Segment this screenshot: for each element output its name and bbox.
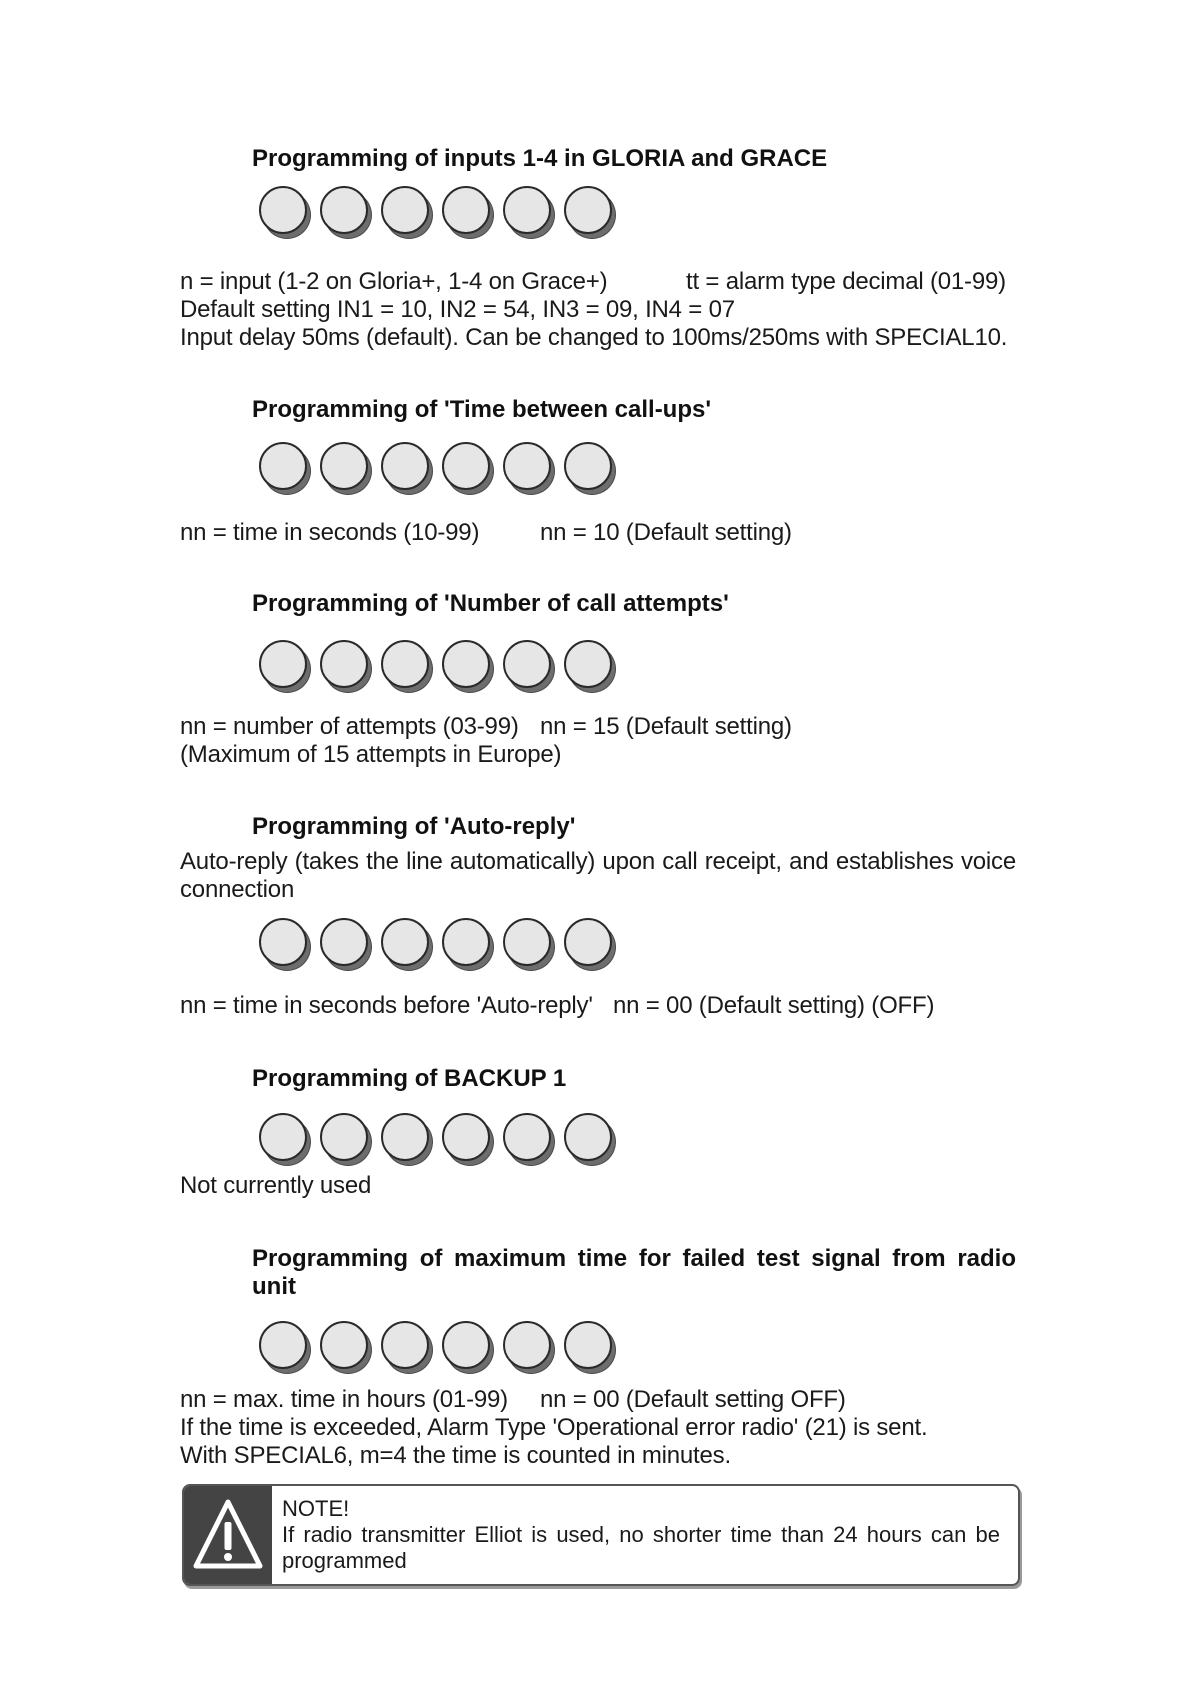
key-circle (442, 1321, 490, 1369)
key-row (259, 1113, 612, 1161)
param-line (180, 713, 519, 741)
key-circle (259, 1321, 307, 1369)
key-circle (442, 1113, 490, 1161)
param-line (180, 1386, 508, 1414)
key-circle (503, 640, 551, 688)
key-circle (564, 1113, 612, 1161)
key-circle (320, 1321, 368, 1369)
param-desc: = number of attempts (03-99) (206, 713, 519, 740)
param-line (180, 992, 593, 1020)
param-desc: = input (1-2 on Gloria+, 1-4 on Grace+) (193, 268, 608, 295)
key-row (259, 186, 612, 234)
key-circle (320, 918, 368, 966)
param-line (686, 268, 1006, 296)
key-circle (259, 1113, 307, 1161)
param-key: n (180, 268, 194, 295)
info-line: Not currently used (180, 1172, 372, 1199)
key-circle (564, 186, 612, 234)
param-line (613, 992, 934, 1020)
key-circle (564, 918, 612, 966)
param-line (180, 519, 479, 547)
note-icon-bar (184, 1486, 272, 1584)
key-circle (259, 918, 307, 966)
param-line (540, 713, 792, 741)
param-desc: = 15 (Default setting) (566, 713, 792, 740)
param-key: nn (180, 713, 207, 740)
info-line: With SPECIAL6, m=4 the time is counted in minutes. (180, 1442, 731, 1469)
section-title-backup: Programming of BACKUP 1 (252, 1065, 567, 1092)
key-circle (503, 1113, 551, 1161)
key-circle (320, 640, 368, 688)
key-circle (320, 186, 368, 234)
param-desc: = 10 (Default setting) (566, 519, 792, 546)
key-circle (381, 1321, 429, 1369)
param-desc: = alarm type decimal (01-99) (698, 268, 1006, 295)
key-circle (381, 442, 429, 490)
key-circle (442, 186, 490, 234)
key-circle (259, 640, 307, 688)
key-circle (564, 1321, 612, 1369)
section-title-time-between-callups: Programming of 'Time between call-ups' (252, 396, 712, 423)
param-key: nn (180, 1386, 207, 1413)
key-row (259, 1321, 612, 1369)
param-line (540, 1386, 846, 1414)
note-title: NOTE! (282, 1496, 350, 1521)
key-row (259, 442, 612, 490)
note-content (282, 1496, 1000, 1574)
param-key: nn (540, 519, 567, 546)
key-circle (381, 918, 429, 966)
key-circle (320, 442, 368, 490)
key-circle (442, 442, 490, 490)
key-row (259, 918, 612, 966)
key-circle (503, 1321, 551, 1369)
key-circle (503, 186, 551, 234)
param-key: nn (540, 713, 567, 740)
param-line (180, 268, 607, 296)
param-key: nn (180, 992, 207, 1019)
param-desc: = max. time in hours (01-99) (206, 1386, 508, 1413)
note-text: If radio transmitter Elliot is used, no shorter time than 24 hours can be programmed (282, 1522, 1000, 1573)
param-desc: = time in seconds before 'Auto-reply' (206, 992, 593, 1019)
param-line (540, 519, 792, 547)
section-title-auto-reply: Programming of 'Auto-reply' (252, 813, 576, 840)
param-key: nn (540, 1386, 567, 1413)
key-row (259, 640, 612, 688)
param-desc: = 00 (Default setting OFF) (566, 1386, 846, 1413)
key-circle (564, 640, 612, 688)
param-key: tt (686, 268, 699, 295)
info-line: (Maximum of 15 attempts in Europe) (180, 741, 562, 768)
key-circle (442, 640, 490, 688)
param-desc: = time in seconds (10-99) (206, 519, 480, 546)
section-title-call-attempts: Programming of 'Number of call attempts' (252, 590, 729, 617)
param-key: nn (613, 992, 640, 1019)
key-circle (564, 442, 612, 490)
key-circle (442, 918, 490, 966)
intro-text: Auto-reply (takes the line automatically) upon call receipt, and establishes voice connection (180, 848, 1016, 903)
key-circle (320, 1113, 368, 1161)
section-title-test-signal: Programming of maximum time for failed test signal from radio unit (252, 1245, 1016, 1300)
param-key: nn (180, 519, 207, 546)
param-desc: = 00 (Default setting) (OFF) (639, 992, 935, 1019)
key-circle (259, 442, 307, 490)
warning-triangle-icon (184, 1486, 272, 1584)
section-title-inputs: Programming of inputs 1-4 in GLORIA and GRACE (252, 145, 828, 172)
note-box (182, 1484, 1020, 1586)
info-line: Default setting IN1 = 10, IN2 = 54, IN3 = 09, IN4 = 07 (180, 296, 735, 323)
key-circle (381, 640, 429, 688)
info-line: If the time is exceeded, Alarm Type 'Operational error radio' (21) is sent. (180, 1414, 928, 1441)
key-circle (503, 442, 551, 490)
key-circle (503, 918, 551, 966)
key-circle (259, 186, 307, 234)
key-circle (381, 186, 429, 234)
key-circle (381, 1113, 429, 1161)
info-line: Input delay 50ms (default). Can be changed to 100ms/250ms with SPECIAL10. (180, 324, 1008, 351)
